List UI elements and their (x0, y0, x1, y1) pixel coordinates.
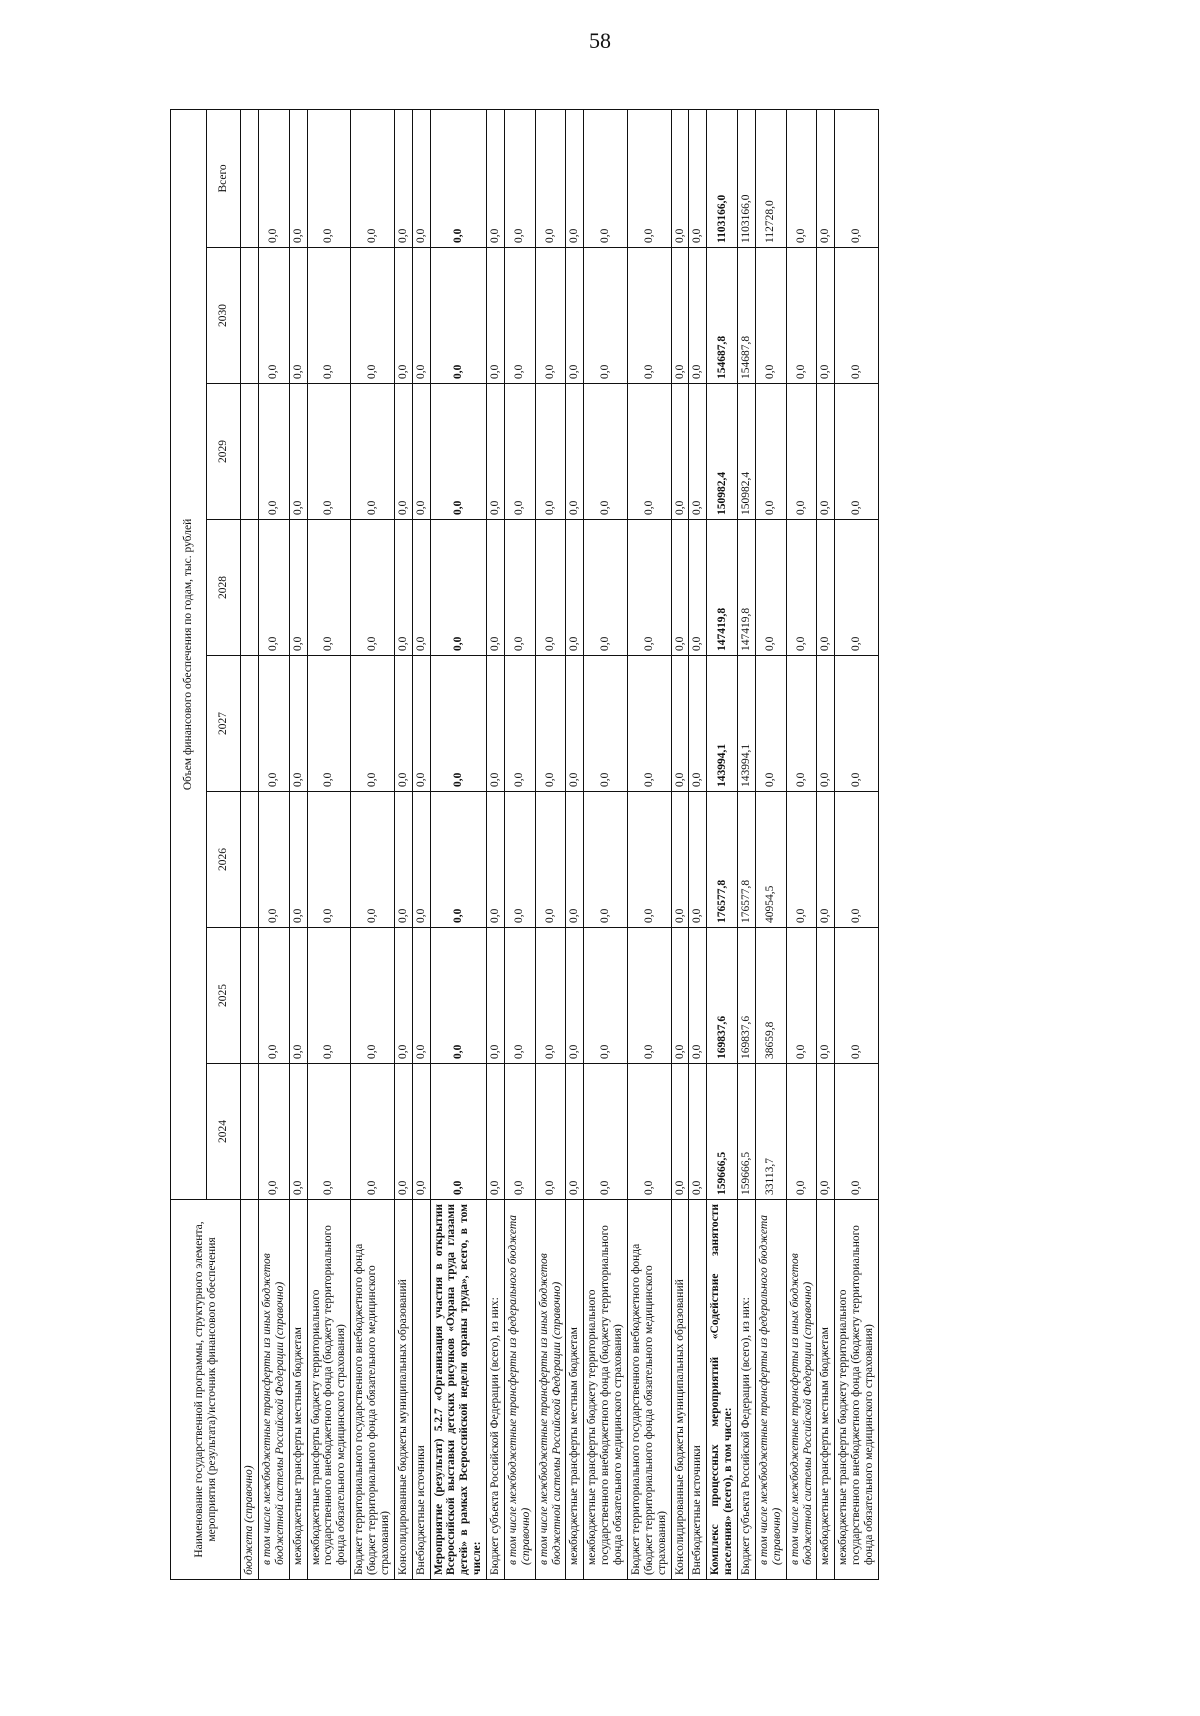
table-row (786, 109, 817, 1579)
value-cell: 0,0 (835, 384, 879, 520)
value-cell: 0,0 (504, 109, 535, 247)
value-cell: 0,0 (835, 1064, 879, 1200)
row-label: бюджета (справочно) (241, 1200, 259, 1580)
table-row (835, 109, 879, 1579)
value-cell (241, 384, 259, 520)
row-label: Бюджет субъекта Российской Федерации (всего), из них: (738, 1200, 756, 1580)
value-cell: 0,0 (584, 248, 628, 384)
value-cell: 0,0 (786, 384, 817, 520)
value-cell: 0,0 (566, 928, 584, 1064)
year-header: 2028 (207, 520, 241, 656)
value-cell: 0,0 (487, 384, 505, 520)
value-cell: 0,0 (786, 1064, 817, 1200)
value-cell: 0,0 (755, 520, 786, 656)
value-cell: 0,0 (307, 248, 351, 384)
table-row (707, 109, 738, 1579)
value-cell: 0,0 (258, 656, 289, 792)
rotated-table-container (170, 110, 1070, 1580)
row-label: Внебюджетные источники (689, 1200, 707, 1580)
value-cell: 0,0 (351, 248, 395, 384)
value-cell: 0,0 (786, 928, 817, 1064)
value-cell: 0,0 (412, 248, 430, 384)
row-label: в том числе межбюджетные трансферты из иных бюджетов бюджетной системы Российской Федерации (справочно) (258, 1200, 289, 1580)
table-body (241, 109, 879, 1579)
value-cell: 0,0 (430, 928, 487, 1064)
value-cell: 0,0 (786, 520, 817, 656)
value-cell: 147419,8 (738, 520, 756, 656)
row-label: Бюджет территориального государственного внебюджетного фонда (бюджет территориального фонда обязательного медицинского страхования) (627, 1200, 671, 1580)
page-number: 58 (589, 28, 611, 53)
value-cell: 38659,8 (755, 928, 786, 1064)
value-cell: 0,0 (817, 792, 835, 928)
value-cell (241, 928, 259, 1064)
value-cell: 0,0 (504, 248, 535, 384)
value-cell: 0,0 (412, 1064, 430, 1200)
value-cell: 0,0 (394, 384, 412, 520)
value-cell: 0,0 (289, 248, 307, 384)
value-cell: 0,0 (307, 928, 351, 1064)
value-cell: 176577,8 (738, 792, 756, 928)
value-cell: 0,0 (504, 1064, 535, 1200)
row-label: Мероприятие (результат) 5.2.7 «Организация участия в открытии Всероссийской выставки детских рисунков «Охрана труда глазами детей» в рамках Всероссийской недели охраны труда», всего, в том числе: (430, 1200, 487, 1580)
value-cell: 0,0 (689, 928, 707, 1064)
row-label: в том числе межбюджетные трансферты из иных бюджетов бюджетной системы Российской Федерации (справочно) (786, 1200, 817, 1580)
value-cell: 0,0 (817, 928, 835, 1064)
value-cell: 0,0 (689, 109, 707, 247)
value-cell: 0,0 (786, 792, 817, 928)
value-cell: 0,0 (504, 656, 535, 792)
value-cell: 0,0 (835, 248, 879, 384)
value-cell: 0,0 (430, 656, 487, 792)
value-cell: 0,0 (394, 928, 412, 1064)
value-cell: 147419,8 (707, 520, 738, 656)
value-cell: 0,0 (671, 1064, 689, 1200)
table-row (627, 109, 671, 1579)
table-row (584, 109, 628, 1579)
value-cell: 0,0 (689, 656, 707, 792)
value-cell: 0,0 (487, 792, 505, 928)
value-cell: 0,0 (394, 520, 412, 656)
value-cell: 0,0 (566, 109, 584, 247)
value-cell: 0,0 (566, 520, 584, 656)
value-cell: 0,0 (487, 109, 505, 247)
value-cell: 0,0 (258, 248, 289, 384)
value-cell: 0,0 (566, 656, 584, 792)
value-cell: 0,0 (671, 928, 689, 1064)
row-label: Бюджет территориального государственного внебюджетного фонда (бюджет территориального фонда обязательного медицинского страхования) (351, 1200, 395, 1580)
value-cell: 0,0 (566, 792, 584, 928)
value-cell: 0,0 (535, 384, 566, 520)
table-row (289, 109, 307, 1579)
value-cell: 0,0 (258, 792, 289, 928)
value-cell (241, 1064, 259, 1200)
value-cell: 0,0 (627, 1064, 671, 1200)
table-row (241, 109, 259, 1579)
value-cell: 0,0 (351, 520, 395, 656)
value-cell: 143994,1 (707, 656, 738, 792)
value-cell: 0,0 (584, 1064, 628, 1200)
value-cell: 0,0 (786, 656, 817, 792)
value-cell: 0,0 (394, 1064, 412, 1200)
value-cell: 0,0 (430, 1064, 487, 1200)
value-cell (241, 656, 259, 792)
table-row (738, 109, 756, 1579)
table-row (504, 109, 535, 1579)
value-cell: 0,0 (394, 656, 412, 792)
value-cell: 0,0 (671, 109, 689, 247)
value-cell: 0,0 (487, 928, 505, 1064)
value-cell: 176577,8 (707, 792, 738, 928)
value-cell: 0,0 (566, 248, 584, 384)
value-cell: 0,0 (412, 792, 430, 928)
value-cell: 0,0 (786, 109, 817, 247)
value-cell: 0,0 (307, 520, 351, 656)
value-cell: 0,0 (504, 928, 535, 1064)
value-cell: 0,0 (627, 520, 671, 656)
value-cell: 0,0 (351, 1064, 395, 1200)
table-row (351, 109, 395, 1579)
year-header: 2027 (207, 656, 241, 792)
value-cell: 0,0 (351, 656, 395, 792)
value-cell: 154687,8 (707, 248, 738, 384)
value-cell: 0,0 (671, 656, 689, 792)
value-cell: 0,0 (627, 792, 671, 928)
value-cell: 0,0 (307, 384, 351, 520)
row-label: Внебюджетные источники (412, 1200, 430, 1580)
value-cell: 169837,6 (707, 928, 738, 1064)
table-row (394, 109, 412, 1579)
value-cell: 0,0 (258, 384, 289, 520)
value-cell (241, 792, 259, 928)
year-header: Всего (207, 109, 241, 247)
value-cell: 0,0 (351, 384, 395, 520)
year-header: 2024 (207, 1064, 241, 1200)
name-column-header: Наименование государственной программы, структурного элемента, мероприятия (результата)/источник финансового обеспечения (171, 1200, 241, 1580)
value-cell: 0,0 (689, 1064, 707, 1200)
value-cell (241, 248, 259, 384)
value-cell: 0,0 (627, 248, 671, 384)
row-label: межбюджетные трансферты бюджету территориального государственного внебюджетного фонда (бюджету территориального фонда обязательного медицинского страхования) (584, 1200, 628, 1580)
value-cell: 0,0 (487, 1064, 505, 1200)
value-cell: 0,0 (817, 248, 835, 384)
year-header: 2030 (207, 248, 241, 384)
year-header: 2029 (207, 384, 241, 520)
value-cell: 0,0 (394, 248, 412, 384)
value-cell: 0,0 (307, 656, 351, 792)
value-cell: 0,0 (566, 384, 584, 520)
value-cell: 0,0 (351, 792, 395, 928)
value-cell: 0,0 (835, 109, 879, 247)
value-cell: 159666,5 (738, 1064, 756, 1200)
value-cell: 0,0 (430, 248, 487, 384)
value-cell (241, 109, 259, 247)
value-cell (241, 520, 259, 656)
value-cell: 0,0 (835, 792, 879, 928)
value-cell: 154687,8 (738, 248, 756, 384)
value-cell: 0,0 (412, 656, 430, 792)
value-cell: 0,0 (289, 109, 307, 247)
value-cell: 0,0 (430, 520, 487, 656)
row-label: межбюджетные трансферты местным бюджетам (566, 1200, 584, 1580)
value-cell: 0,0 (504, 384, 535, 520)
table-row (566, 109, 584, 1579)
value-cell: 0,0 (627, 928, 671, 1064)
value-cell: 0,0 (535, 792, 566, 928)
value-cell: 0,0 (535, 109, 566, 247)
value-cell: 0,0 (627, 656, 671, 792)
value-cell: 0,0 (307, 1064, 351, 1200)
value-cell: 0,0 (351, 928, 395, 1064)
value-cell: 150982,4 (738, 384, 756, 520)
table-row (430, 109, 487, 1579)
value-cell: 0,0 (307, 792, 351, 928)
value-cell: 0,0 (817, 520, 835, 656)
table-row (412, 109, 430, 1579)
table-row (755, 109, 786, 1579)
year-header: 2026 (207, 792, 241, 928)
value-cell: 0,0 (487, 656, 505, 792)
row-label: межбюджетные трансферты бюджету территориального государственного внебюджетного фонда (бюджету территориального фонда обязательного медицинского страхования) (307, 1200, 351, 1580)
row-label: межбюджетные трансферты местным бюджетам (289, 1200, 307, 1580)
value-cell: 150982,4 (707, 384, 738, 520)
value-cell: 0,0 (817, 109, 835, 247)
value-cell: 0,0 (584, 928, 628, 1064)
value-cell: 1103166,0 (707, 109, 738, 247)
value-cell: 0,0 (671, 248, 689, 384)
value-cell: 0,0 (755, 384, 786, 520)
value-cell: 0,0 (817, 1064, 835, 1200)
value-cell: 0,0 (394, 792, 412, 928)
row-label: в том числе межбюджетные трансферты из федерального бюджета (справочно) (755, 1200, 786, 1580)
value-cell: 0,0 (566, 1064, 584, 1200)
value-cell: 0,0 (584, 792, 628, 928)
table-row (307, 109, 351, 1579)
value-cell: 0,0 (535, 248, 566, 384)
row-label: в том числе межбюджетные трансферты из федерального бюджета (справочно) (504, 1200, 535, 1580)
value-cell: 0,0 (535, 520, 566, 656)
value-cell: 0,0 (412, 520, 430, 656)
row-label: Комплекс процессных мероприятий «Содействие занятости населения» (всего), в том числе: (707, 1200, 738, 1580)
value-cell: 0,0 (307, 109, 351, 247)
value-cell: 0,0 (258, 520, 289, 656)
value-cell: 0,0 (412, 928, 430, 1064)
row-label: Бюджет субъекта Российской Федерации (всего), из них: (487, 1200, 505, 1580)
value-cell: 0,0 (289, 928, 307, 1064)
financing-table (170, 109, 879, 1580)
value-cell: 0,0 (289, 384, 307, 520)
table-row (258, 109, 289, 1579)
value-cell: 0,0 (430, 792, 487, 928)
value-cell: 159666,5 (707, 1064, 738, 1200)
value-cell: 0,0 (289, 792, 307, 928)
value-cell: 0,0 (689, 520, 707, 656)
value-cell: 0,0 (584, 520, 628, 656)
value-cell: 0,0 (671, 792, 689, 928)
value-cell: 0,0 (351, 109, 395, 247)
value-cell: 0,0 (412, 109, 430, 247)
value-cell: 1103166,0 (738, 109, 756, 247)
table-row (487, 109, 505, 1579)
value-cell: 0,0 (289, 520, 307, 656)
value-cell: 0,0 (627, 384, 671, 520)
value-cell: 0,0 (786, 248, 817, 384)
value-cell: 0,0 (584, 109, 628, 247)
row-label: в том числе межбюджетные трансферты из иных бюджетов бюджетной системы Российской Федерации (справочно) (535, 1200, 566, 1580)
value-cell: 0,0 (504, 792, 535, 928)
value-cell: 0,0 (835, 656, 879, 792)
table-row (817, 109, 835, 1579)
value-cell: 0,0 (430, 384, 487, 520)
value-cell: 0,0 (689, 384, 707, 520)
value-cell: 0,0 (817, 656, 835, 792)
year-header: 2025 (207, 928, 241, 1064)
table-row (671, 109, 689, 1579)
value-cell: 0,0 (627, 109, 671, 247)
value-cell: 0,0 (258, 928, 289, 1064)
value-cell: 0,0 (487, 520, 505, 656)
value-cell: 0,0 (504, 520, 535, 656)
value-cell: 0,0 (755, 656, 786, 792)
row-label: межбюджетные трансферты бюджету территориального государственного внебюджетного фонда (бюджету территориального фонда обязательного медицинского страхования) (835, 1200, 879, 1580)
row-label: Консолидированные бюджеты муниципальных образований (394, 1200, 412, 1580)
value-cell: 0,0 (289, 656, 307, 792)
value-cell: 0,0 (412, 384, 430, 520)
value-cell: 0,0 (671, 384, 689, 520)
value-cell: 143994,1 (738, 656, 756, 792)
row-label: Консолидированные бюджеты муниципальных образований (671, 1200, 689, 1580)
value-cell: 0,0 (755, 248, 786, 384)
value-cell: 0,0 (835, 928, 879, 1064)
table-row (689, 109, 707, 1579)
value-cell: 0,0 (671, 520, 689, 656)
value-cell: 0,0 (394, 109, 412, 247)
value-cell: 112728,0 (755, 109, 786, 247)
value-cell: 0,0 (258, 1064, 289, 1200)
value-cell: 40954,5 (755, 792, 786, 928)
value-cell: 0,0 (535, 928, 566, 1064)
value-cell: 0,0 (584, 656, 628, 792)
value-cell: 0,0 (535, 656, 566, 792)
row-label: межбюджетные трансферты местным бюджетам (817, 1200, 835, 1580)
table-row (535, 109, 566, 1579)
value-cell: 0,0 (689, 792, 707, 928)
financing-group-header: Объем финансового обеспечения по годам, тыс. рублей (171, 109, 207, 1199)
value-cell: 169837,6 (738, 928, 756, 1064)
value-cell: 0,0 (584, 384, 628, 520)
value-cell: 0,0 (430, 109, 487, 247)
value-cell: 0,0 (289, 1064, 307, 1200)
value-cell: 0,0 (258, 109, 289, 247)
value-cell: 0,0 (835, 520, 879, 656)
value-cell: 33113,7 (755, 1064, 786, 1200)
value-cell: 0,0 (535, 1064, 566, 1200)
value-cell: 0,0 (817, 384, 835, 520)
value-cell: 0,0 (689, 248, 707, 384)
value-cell: 0,0 (487, 248, 505, 384)
